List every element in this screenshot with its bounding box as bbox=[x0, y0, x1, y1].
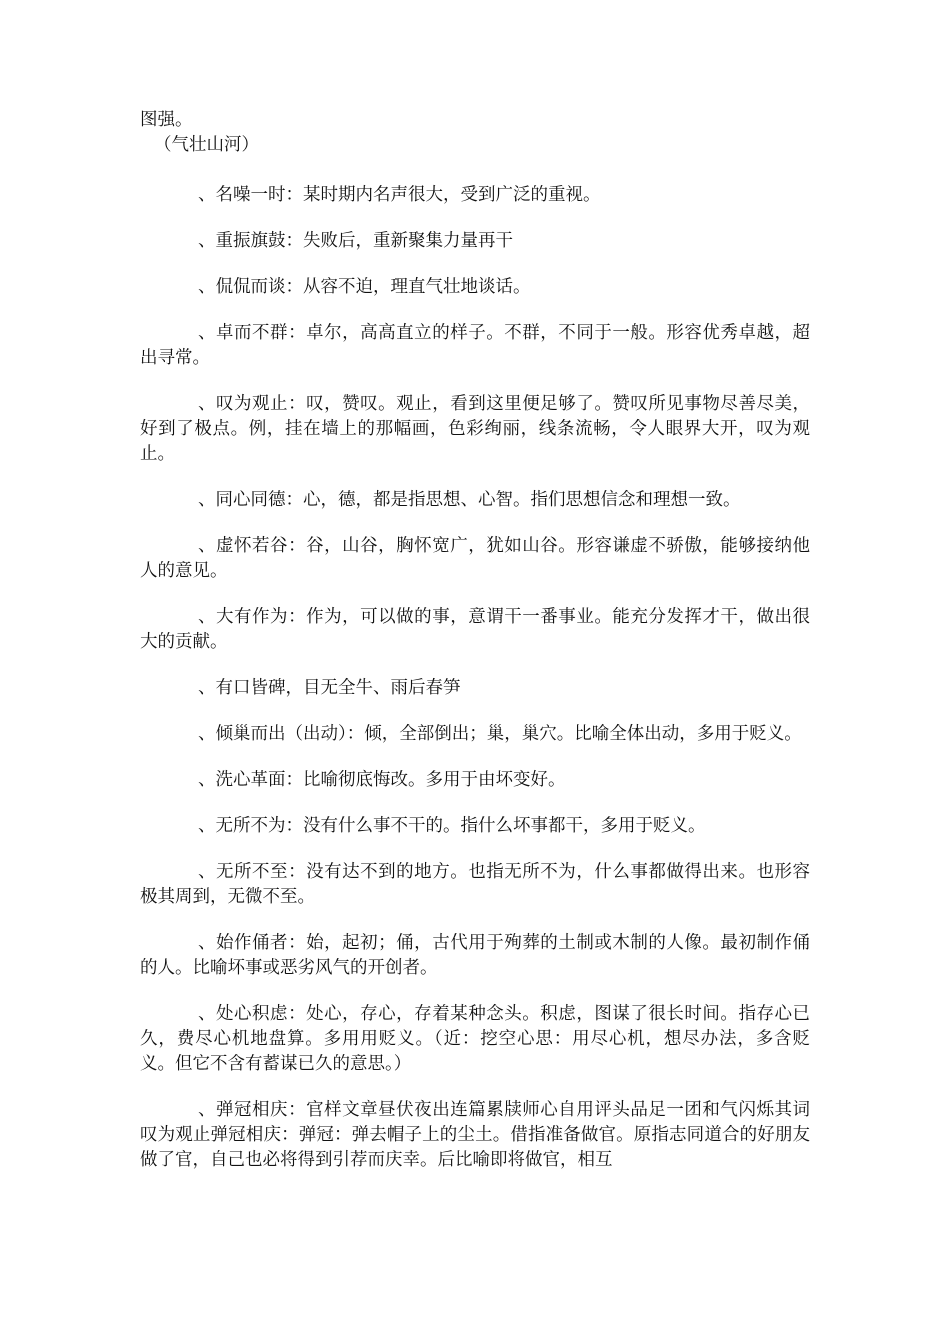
document-page bbox=[140, 108, 810, 1173]
idiom-entry: 、同心同德：心，德，都是指思想、心智。指们思想信念和理想一致。 bbox=[198, 490, 741, 510]
idiom-entry: 、无所不为：没有什么事不干的。指什么坏事都干，多用于贬义。 bbox=[198, 816, 706, 836]
idiom-entry: 、倾巢而出（出动）：倾，全部倒出；巢，巢穴。比喻全体出动，多用于贬义。 bbox=[198, 724, 802, 744]
parenthetical-note: （气壮山河） bbox=[154, 135, 259, 155]
idiom-entry: 、大有作为：作为，可以做的事，意谓干一番事业。能充分发挥才干，做出很大的贡献。 bbox=[140, 607, 810, 652]
idiom-entry: 、虚怀若谷：谷，山谷，胸怀宽广，犹如山谷。形容谦虚不骄傲，能够接纳他人的意见。 bbox=[140, 536, 810, 581]
idiom-entry: 、卓而不群：卓尔，高高直立的样子。不群，不同于一般。形容优秀卓越，超出寻常。 bbox=[140, 323, 810, 368]
idiom-entry: 、处心积虑：处心，存心，存着某种念头。积虑，图谋了很长时间。指存心已久，费尽心机地盘算。多用用贬义。（近：挖空心思：用尽心机，想尽办法，多含贬义。但它不含有蓄谋已久的意思。） bbox=[140, 1004, 810, 1074]
idiom-entry: 、侃侃而谈：从容不迫，理直气壮地谈话。 bbox=[198, 277, 531, 297]
idiom-entry: 、弹冠相庆：官样文章昼伏夜出连篇累牍师心自用评头品足一团和气闪烁其词叹为观止弹冠相庆：弹冠：弹去帽子上的尘土。借指准备做官。原指志同道合的好朋友做了官，自己也必将得到引荐而庆幸。后比喻即将做官，相互 bbox=[140, 1100, 810, 1170]
idiom-entry: 、重振旗鼓：失败后，重新聚集力量再干 bbox=[198, 231, 513, 251]
idiom-entry: 、无所不至：没有达不到的地方。也指无所不为，什么事都做得出来。也形容极其周到，无微不至。 bbox=[140, 862, 810, 907]
idiom-entry: 、洗心革面：比喻彻底悔改。多用于由坏变好。 bbox=[198, 770, 566, 790]
idiom-entry: 、名噪一时：某时期内名声很大，受到广泛的重视。 bbox=[198, 185, 601, 205]
continuation-line: 图强。 bbox=[140, 110, 193, 130]
idiom-entry: 、叹为观止：叹，赞叹。观止，看到这里便足够了。赞叹所见事物尽善尽美，好到了极点。例，挂在墙上的那幅画，色彩绚丽，线条流畅，令人眼界大开，叹为观止。 bbox=[140, 394, 810, 464]
idiom-entry: 、有口皆碑，目无全牛、雨后春笋 bbox=[198, 678, 461, 698]
idiom-entry: 、始作俑者：始，起初；俑，古代用于殉葬的土制或木制的人像。最初制作俑的人。比喻坏事或恶劣风气的开创者。 bbox=[140, 933, 810, 978]
